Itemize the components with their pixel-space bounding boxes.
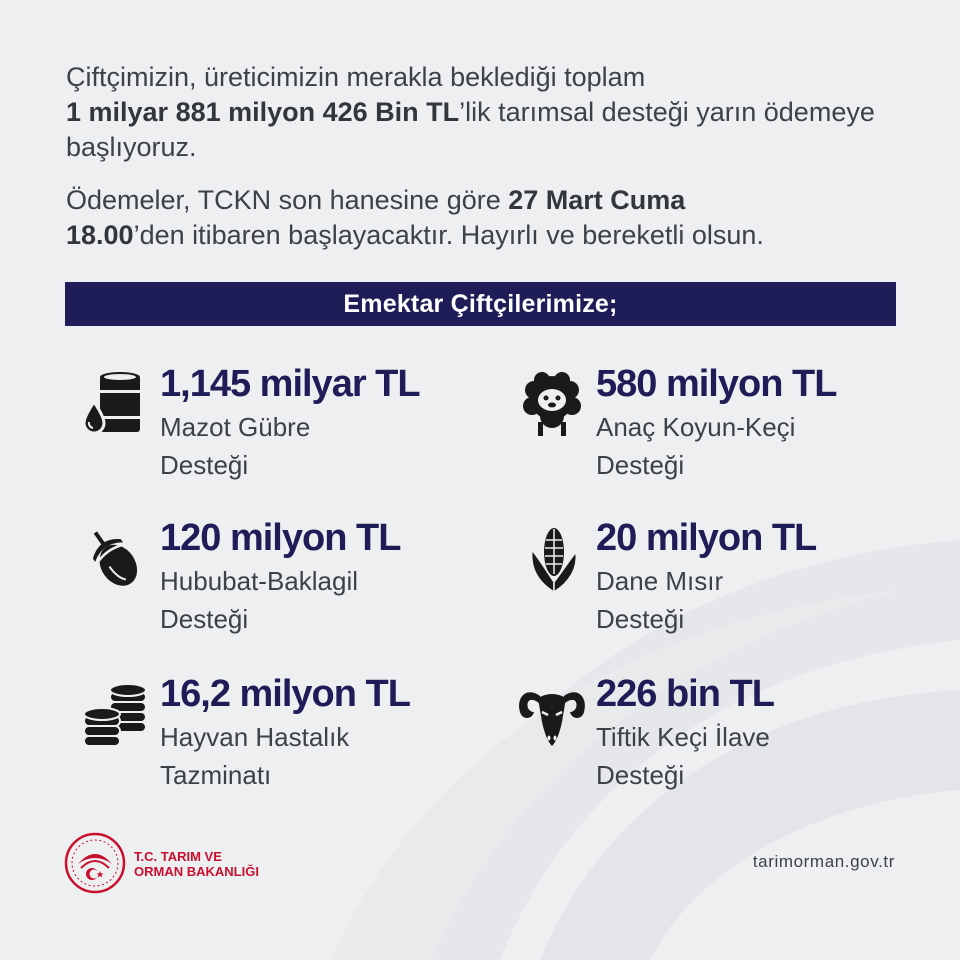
support-item-angora-goat bbox=[516, 672, 896, 790]
support-item-diesel-fertilizer bbox=[80, 362, 460, 480]
support-amount: 120 milyon TL bbox=[160, 517, 401, 559]
support-amount: 226 bin TL bbox=[596, 673, 774, 715]
sheep-icon bbox=[516, 368, 588, 440]
coin-stack-icon bbox=[80, 678, 152, 750]
grain-seed-icon bbox=[80, 522, 152, 594]
support-label: Dane Mısır Desteği bbox=[596, 566, 724, 634]
support-item-animal-disease bbox=[80, 672, 460, 790]
intro-paragraph-2: Ödemeler, TCKN son hanesine göre 27 Mart Cuma 18.00’den itibaren başlayacaktır. Hayırlı ve bereketli olsun. bbox=[66, 185, 764, 250]
intro-text bbox=[66, 60, 906, 253]
support-item-sheep-goat bbox=[516, 362, 896, 480]
support-label: Hububat-Baklagil Desteği bbox=[160, 566, 359, 634]
support-label: Anaç Koyun-Keçi Desteği bbox=[596, 412, 796, 480]
support-amount: 16,2 milyon TL bbox=[160, 673, 410, 715]
support-label: Hayvan Hastalık Tazminatı bbox=[160, 722, 350, 790]
support-amount: 20 milyon TL bbox=[596, 517, 817, 559]
ministry-logo bbox=[64, 832, 274, 894]
ministry-seal-icon bbox=[64, 832, 126, 894]
support-item-grain-legume bbox=[80, 516, 460, 634]
payment-date: 27 Mart Cuma bbox=[508, 185, 686, 215]
intro-paragraph-1: Çiftçimizin, üreticimizin merakla beklediği toplam 1 milyar 881 milyon 426 Bin TL’lik tarımsal desteği yarın ödemeye başlıyoruz. bbox=[66, 62, 875, 162]
payment-time: 18.00 bbox=[66, 220, 134, 250]
support-amount: 1,145 milyar TL bbox=[160, 363, 420, 405]
support-label: Mazot Gübre Desteği bbox=[160, 412, 311, 480]
ministry-name: T.C. TARIM VE ORMAN BAKANLIĞI bbox=[134, 849, 259, 879]
support-amount: 580 milyon TL bbox=[596, 363, 837, 405]
oil-barrel-icon bbox=[80, 368, 152, 440]
support-label: Tiftik Keçi İlave Desteği bbox=[596, 722, 770, 790]
section-banner: Emektar Çiftçilerimize; bbox=[65, 282, 896, 326]
total-amount: 1 milyar 881 milyon 426 Bin TL bbox=[66, 97, 460, 127]
corn-icon bbox=[516, 522, 588, 594]
website-url: tarimorman.gov.tr bbox=[752, 852, 895, 871]
ram-head-icon bbox=[516, 678, 588, 750]
support-item-grain-corn bbox=[516, 516, 896, 634]
